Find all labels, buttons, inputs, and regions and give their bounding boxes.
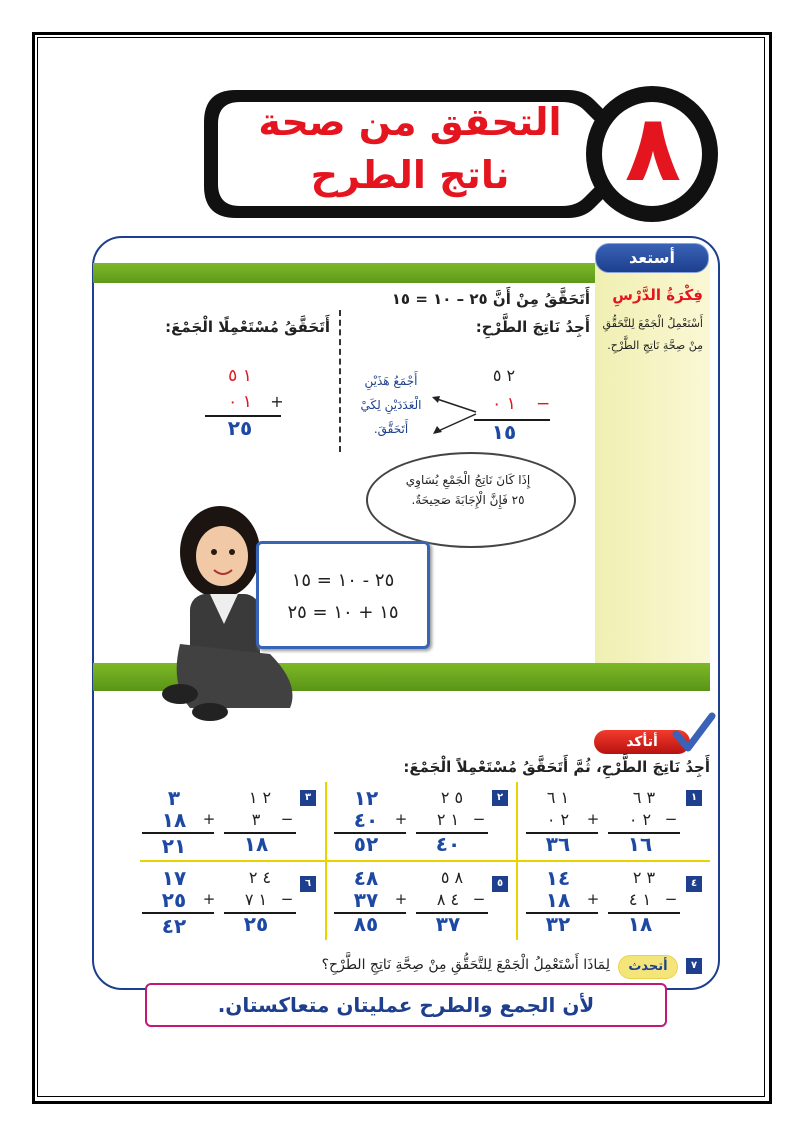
- bubble-text: [380, 470, 556, 510]
- p1-minus: −: [664, 810, 678, 828]
- p3-plus: +: [202, 810, 216, 828]
- p6-add-top: ١٧: [161, 866, 187, 890]
- sub-bottom: ١ ٠: [492, 394, 516, 414]
- p1-sub-top: ٣ ٦: [632, 788, 656, 807]
- add-top: ١ ٥: [228, 366, 252, 386]
- p1-add-top: ١ ٦: [546, 788, 570, 807]
- problem-badge-7: ٧: [686, 958, 702, 974]
- p2-add-result: ٥٢: [353, 832, 379, 856]
- p2-sub-bottom: ١ ٢: [436, 810, 460, 829]
- bubble-line1: إِذَا كَانَ نَاتِجُ الْجَمْعِ يُسَاوِي: [405, 473, 531, 487]
- problem-badge-3: ٣: [300, 790, 316, 806]
- p6-sub-top: ٤ ٢: [248, 868, 272, 887]
- p3-add-bottom: ١٨: [161, 808, 187, 832]
- p3-sub-result: ١٨: [243, 832, 269, 856]
- problem-badge-1: ١: [686, 790, 702, 806]
- add-result: ٢٥: [227, 416, 253, 440]
- minus-sign: −: [536, 394, 551, 414]
- p2-plus: +: [394, 810, 408, 828]
- p5-sub-top: ٨ ٥: [440, 868, 464, 887]
- p6-sub-result: ٢٥: [243, 912, 269, 936]
- lesson-title-line2: ناتج الطرح: [310, 153, 510, 197]
- p6-add-result: ٤٢: [161, 914, 187, 938]
- board-line1: ٢٥ - ١٠ = ١٥: [291, 570, 395, 591]
- talk-tag: أتحدث: [618, 955, 678, 979]
- p4-sub-bottom: ١ ٤: [628, 890, 652, 909]
- p2-add-bottom: ٤٠: [353, 808, 379, 832]
- answer-box: لأن الجمع والطرح عمليتان متعاكستان.: [145, 983, 667, 1027]
- confirm-tag: أتأكد: [594, 730, 690, 754]
- p4-sub-result: ١٨: [627, 912, 653, 936]
- p4-plus: +: [586, 890, 600, 908]
- p3-add-top: ٣: [167, 786, 181, 810]
- p3-add-result: ٢١: [161, 834, 187, 858]
- idea-text: أَسْتَعْمِلُ الْجَمْعَ لِلتَّحَقُّقِ مِنْ صِحَّةِ نَاتِجِ الطَّرْحِ.: [602, 317, 703, 352]
- lesson-title-line1: التحقق من صحة: [258, 100, 562, 144]
- problem-badge-4: ٤: [686, 876, 702, 892]
- check-arrows: [430, 392, 478, 438]
- find-difference-heading: أَجِدُ نَاتِجَ الطَّرْحِ:: [475, 318, 590, 336]
- p4-add-top: ١٤: [545, 866, 571, 890]
- learn-tag: أستعد: [595, 243, 709, 273]
- check-statement: أَتَحَقَّقُ مِنْ أَنَّ ٢٥ – ١٠ = ١٥: [391, 290, 590, 308]
- p4-add-bottom: ١٨: [545, 888, 571, 912]
- green-stripe-top: [93, 263, 595, 283]
- problem-badge-5: ٥: [492, 876, 508, 892]
- grid-hline: [140, 860, 710, 862]
- arrow-note-1: أَجْمَعُ هَذَيْنِ: [364, 374, 418, 388]
- p1-plus: +: [586, 810, 600, 828]
- p4-sub-top: ٣ ٢: [632, 868, 656, 887]
- sub-top: ٢ ٥: [492, 366, 516, 385]
- question-text: لِمَاذَا أَسْتَعْمِلُ الْجَمْعَ لِلتَّحَقُّقِ مِنْ صِحَّةِ نَاتِجِ الطَّرْحِ؟: [321, 957, 610, 973]
- p1-add-bottom: ٢ ٠: [546, 810, 570, 829]
- p6-sub-bottom: ١ ٧: [244, 890, 268, 909]
- plus-sign: +: [270, 392, 284, 411]
- grid-vline-1: [325, 782, 327, 940]
- p3-minus: −: [280, 810, 294, 828]
- p2-sub-top: ٥ ٢: [440, 788, 464, 807]
- p5-add-result: ٨٥: [353, 912, 379, 936]
- sub-result: ١٥: [491, 420, 517, 444]
- p5-add-bottom: ٣٧: [353, 888, 379, 912]
- bubble-line2: ٢٥ فَإِنَّ الْإِجَابَةَ صَحِيحَةٌ.: [411, 493, 525, 507]
- p2-sub-result: ٤٠: [435, 832, 461, 856]
- p6-minus: −: [280, 890, 294, 908]
- grid-vline-2: [516, 782, 518, 940]
- add-bottom: ١ ٠: [228, 392, 252, 412]
- problem-badge-2: ٢: [492, 790, 508, 806]
- p3-sub-top: ٢ ١: [248, 788, 272, 807]
- p2-minus: −: [472, 810, 486, 828]
- p5-sub-bottom: ٤ ٨: [436, 890, 460, 909]
- lesson-number: ٨: [624, 95, 682, 202]
- p6-plus: +: [202, 890, 216, 908]
- p1-sub-result: ١٦: [627, 832, 653, 856]
- arrow-note-2: الْعَدَدَيْنِ لِكَيْ: [360, 398, 422, 412]
- p1-add-result: ٣٦: [545, 832, 571, 856]
- p4-add-result: ٣٢: [545, 912, 571, 936]
- checkmark-icon: [672, 712, 716, 756]
- dashed-divider: [339, 310, 343, 452]
- whiteboard: [256, 541, 430, 649]
- p5-plus: +: [394, 890, 408, 908]
- p5-sub-result: ٣٧: [435, 912, 461, 936]
- p1-sub-bottom: ٢ ٠: [628, 810, 652, 829]
- p3-sub-bottom: ٣: [251, 810, 261, 829]
- p5-add-top: ٤٨: [353, 866, 379, 890]
- problem-badge-6: ٦: [300, 876, 316, 892]
- p4-minus: −: [664, 890, 678, 908]
- check-add-heading: أَتَحَقَّقُ مُسْتَعْمِلًا الْجَمْعَ:: [165, 318, 330, 336]
- confirm-instruction: أَجِدُ نَاتِجَ الطَّرْحِ، ثُمَّ أَتَحَقَّقُ مُسْتَعْمِلاً الْجَمْعَ:: [403, 758, 710, 776]
- p2-add-top: ١٢: [353, 786, 379, 810]
- p6-add-bottom: ٢٥: [161, 888, 187, 912]
- p5-minus: −: [472, 890, 486, 908]
- board-line2: ١٥ + ١٠ = ٢٥: [287, 602, 399, 623]
- idea-title: فِكْرَةُ الدَّرْسِ: [612, 286, 703, 304]
- arrow-note-3: أَتَحَقَّقَ.: [373, 422, 409, 436]
